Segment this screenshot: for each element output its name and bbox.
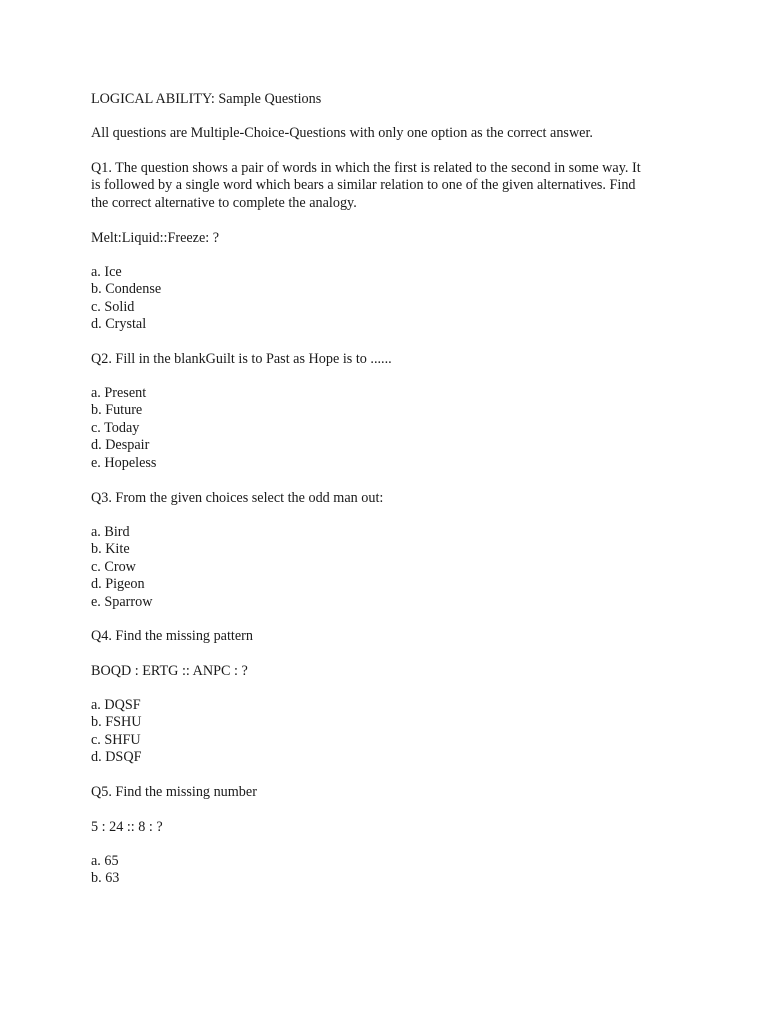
question-5-option-a: a. 65 [91,853,119,869]
question-4-options [91,697,141,767]
question-3-option-e: e. Sparrow [91,593,153,610]
question-3-option-a: a. Bird [91,524,130,540]
question-1-line-2: is followed by a single word which bears a similar relation to one of the given alternatives. Find [91,177,636,194]
question-3-text: Q3. From the given choices select the odd man out: [91,490,384,506]
question-2-option-c: c. Today [91,419,140,436]
question-1-prompt: Melt:Liquid::Freeze: ? [91,230,220,246]
question-5-option-b: b. 63 [91,870,120,887]
question-2-option-b: b. Future [91,402,143,419]
question-1-line-1: Q1. The question shows a pair of words in which the first is related to the second in some way. It [91,160,641,176]
question-2-option-d: d. Despair [91,437,150,454]
question-4-text: Q4. Find the missing pattern [91,628,253,644]
question-4-prompt: BOQD : ERTG :: ANPC : ? [91,663,248,679]
question-1-text [91,160,691,212]
question-2-option-e: e. Hopeless [91,454,157,471]
question-4-option-c: c. SHFU [91,731,141,748]
question-3-option-d: d. Pigeon [91,576,145,593]
question-4-option-b: b. FSHU [91,714,142,731]
question-1-option-d: d. Crystal [91,316,147,333]
question-2-options [91,385,156,472]
question-5-prompt: 5 : 24 :: 8 : ? [91,819,163,835]
question-1-option-c: c. Solid [91,298,135,315]
question-1-options [91,264,161,334]
question-5-text: Q5. Find the missing number [91,784,257,800]
question-1-line-3: the correct alternative to complete the analogy. [91,194,357,211]
question-1-option-b: b. Condense [91,281,162,298]
page-title: LOGICAL ABILITY: Sample Questions [91,91,322,107]
question-4-option-d: d. DSQF [91,749,142,766]
question-5-options [91,853,119,888]
question-2-option-a: a. Present [91,385,147,401]
question-3-options [91,524,152,611]
question-3-option-c: c. Crow [91,558,136,575]
question-3-option-b: b. Kite [91,541,130,558]
question-2-text: Q2. Fill in the blankGuilt is to Past as Hope is to ...... [91,351,392,367]
question-4-option-a: a. DQSF [91,697,141,713]
question-1-option-a: a. Ice [91,264,122,280]
intro-text: All questions are Multiple-Choice-Questions with only one option as the correct answer. [91,125,593,141]
